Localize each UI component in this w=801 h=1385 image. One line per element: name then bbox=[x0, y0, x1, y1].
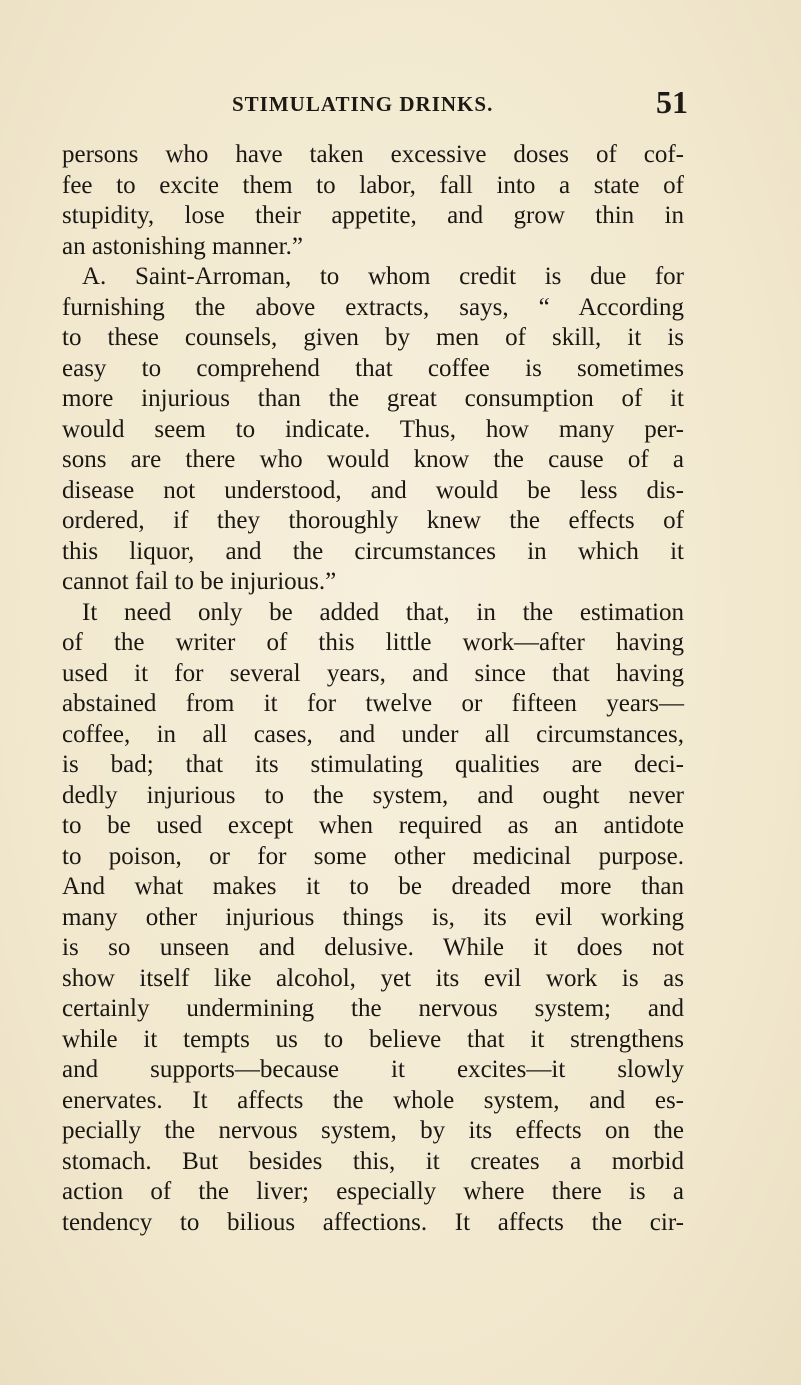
text-line: fee to excite them to labor, fall into a state of bbox=[62, 171, 684, 199]
text-line: sons are there who would know the cause of a bbox=[62, 446, 684, 473]
running-title: STIMULATING DRINKS. bbox=[232, 92, 494, 116]
text-line: this liquor, and the circumstances in which it bbox=[62, 537, 684, 565]
text-line: would seem to indicate. Thus, how many per- bbox=[62, 415, 684, 443]
text-line: to be used except when required as an antidote bbox=[62, 812, 684, 839]
text-line: more injurious than the great consumption of it bbox=[62, 385, 684, 412]
text-line: show itself like alcohol, yet its evil work is as bbox=[62, 964, 684, 992]
text-line: It need only be added that, in the estimation bbox=[82, 598, 684, 626]
text-line: enervates. It affects the whole system, and es- bbox=[62, 1086, 684, 1114]
text-line: persons who have taken excessive doses of cof- bbox=[62, 141, 684, 168]
text-line: and supports—because it excites—it slowly bbox=[62, 1056, 684, 1083]
text-line: tendency to bilious affections. It affects the cir- bbox=[62, 1208, 684, 1236]
text-line: of the writer of this little work—after having bbox=[62, 629, 684, 656]
text-line: easy to comprehend that coffee is sometimes bbox=[62, 354, 684, 382]
running-head bbox=[60, 84, 688, 124]
text-line: is bad; that its stimulating qualities are deci- bbox=[62, 751, 684, 778]
text-line: an astonishing manner.” bbox=[62, 232, 303, 260]
text-line: to poison, or for some other medicinal purpose. bbox=[62, 842, 684, 870]
text-line: action of the liver; especially where there is a bbox=[62, 1178, 684, 1205]
text-line: cannot fail to be injurious.” bbox=[62, 568, 337, 595]
text-line: stomach. But besides this, it creates a morbid bbox=[62, 1147, 684, 1175]
text-line: pecially the nervous system, by its effects on the bbox=[62, 1117, 684, 1144]
text-line: while it tempts us to believe that it strengthens bbox=[62, 1025, 684, 1053]
page-number: 51 bbox=[656, 84, 688, 120]
text-line: And what makes it to be dreaded more than bbox=[62, 873, 684, 900]
text-line: furnishing the above extracts, says, “ According bbox=[62, 293, 684, 321]
text-line: used it for several years, and since that having bbox=[62, 659, 684, 687]
text-line: A. Saint-Arroman, to whom credit is due for bbox=[82, 263, 684, 290]
text-line: disease not understood, and would be less dis- bbox=[62, 476, 684, 504]
text-line: stupidity, lose their appetite, and grow thin in bbox=[62, 202, 684, 229]
body-text bbox=[62, 140, 684, 1238]
text-line: many other injurious things is, its evil working bbox=[62, 903, 684, 931]
text-line: certainly undermining the nervous system; and bbox=[62, 995, 684, 1022]
text-line: dedly injurious to the system, and ought never bbox=[62, 781, 684, 809]
text-line: is so unseen and delusive. While it does not bbox=[62, 934, 684, 961]
text-line: abstained from it for twelve or fifteen years— bbox=[62, 690, 684, 717]
text-line: to these counsels, given by men of skill, it is bbox=[62, 324, 684, 351]
text-line: ordered, if they thoroughly knew the effects of bbox=[62, 507, 684, 534]
text-line: coffee, in all cases, and under all circumstances, bbox=[62, 720, 684, 748]
